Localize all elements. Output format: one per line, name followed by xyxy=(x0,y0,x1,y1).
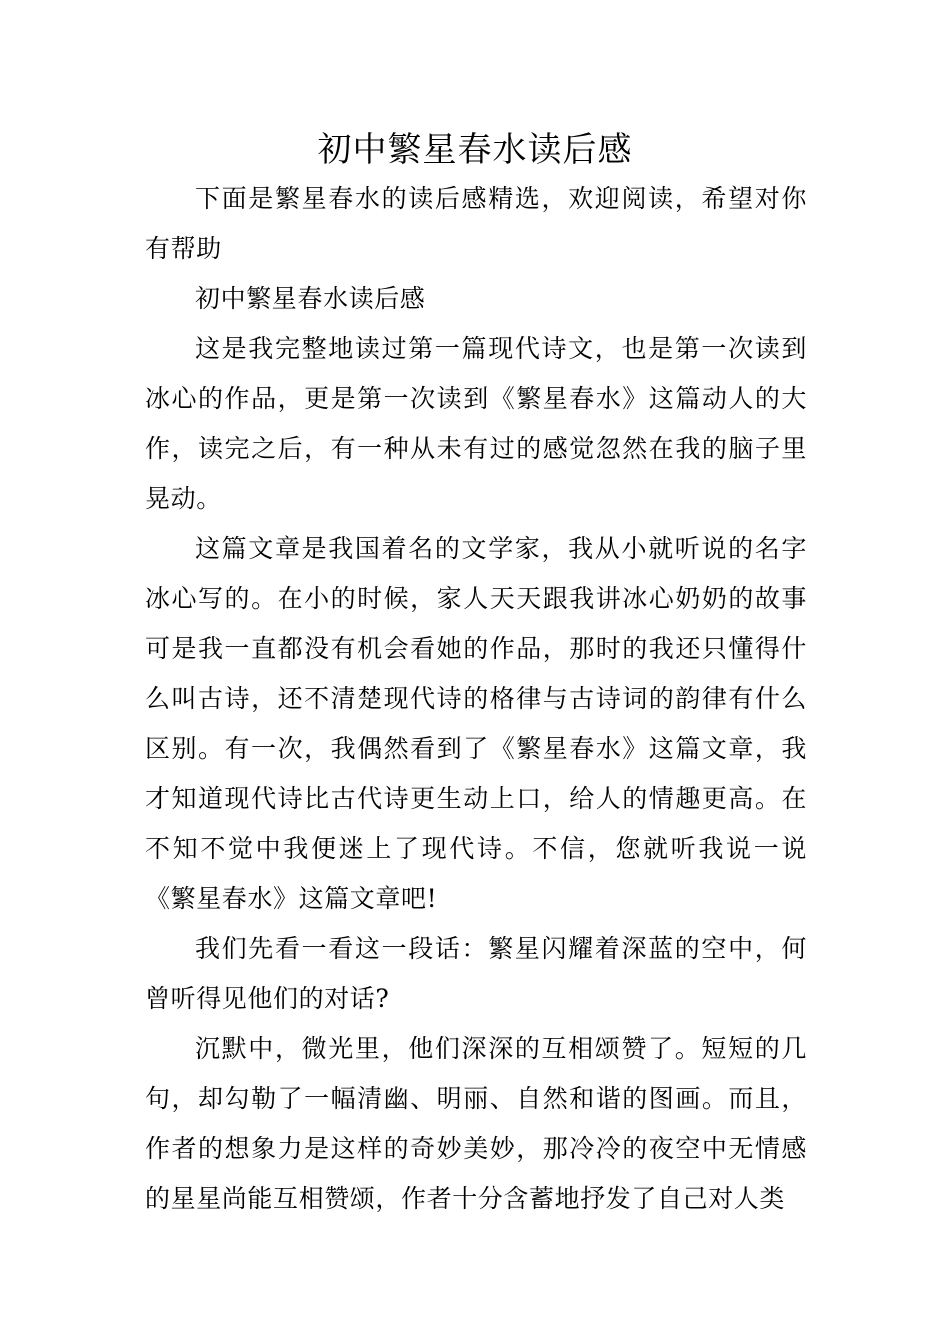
body-paragraph: 沉默中，微光里，他们深深的互相颂赞了。短短的几句，却勾勒了一幅清幽、明丽、自然和谐的图画。而且，作者的想象力是这样的奇妙美妙，那冷冷的夜空中无情感的星星尚能互相赞颂，作者十分含蓄地抒发了自己对人类 xyxy=(145,1034,807,1213)
body-paragraph: 这是我完整地读过第一篇现代诗文，也是第一次读到冰心的作品，更是第一次读到《繁星春水》这篇动人的大作，读完之后，有一种从未有过的感觉忽然在我的脑子里晃动。 xyxy=(145,334,807,513)
body-paragraph: 我们先看一看这一段话：繁星闪耀着深蓝的空中，何曾听得见他们的对话? xyxy=(145,934,807,1013)
body-paragraph: 这篇文章是我国着名的文学家，我从小就听说的名字冰心写的。在小的时候，家人天天跟我讲冰心奶奶的故事可是我一直都没有机会看她的作品，那时的我还只懂得什么叫古诗，还不清楚现代诗的格律与古诗词的韵律有什么区别。有一次，我偶然看到了《繁星春水》这篇文章，我才知道现代诗比古代诗更生动上口，给人的情趣更高。在不知不觉中我便迷上了现代诗。不信，您就听我说一说《繁星春水》这篇文章吧! xyxy=(145,534,807,913)
document-title: 初中繁星春水读后感 xyxy=(317,130,633,170)
section-heading: 初中繁星春水读后感 xyxy=(195,284,426,313)
intro-paragraph: 下面是繁星春水的读后感精选，欢迎阅读，希望对你有帮助 xyxy=(145,184,807,263)
document-body xyxy=(145,174,807,1224)
